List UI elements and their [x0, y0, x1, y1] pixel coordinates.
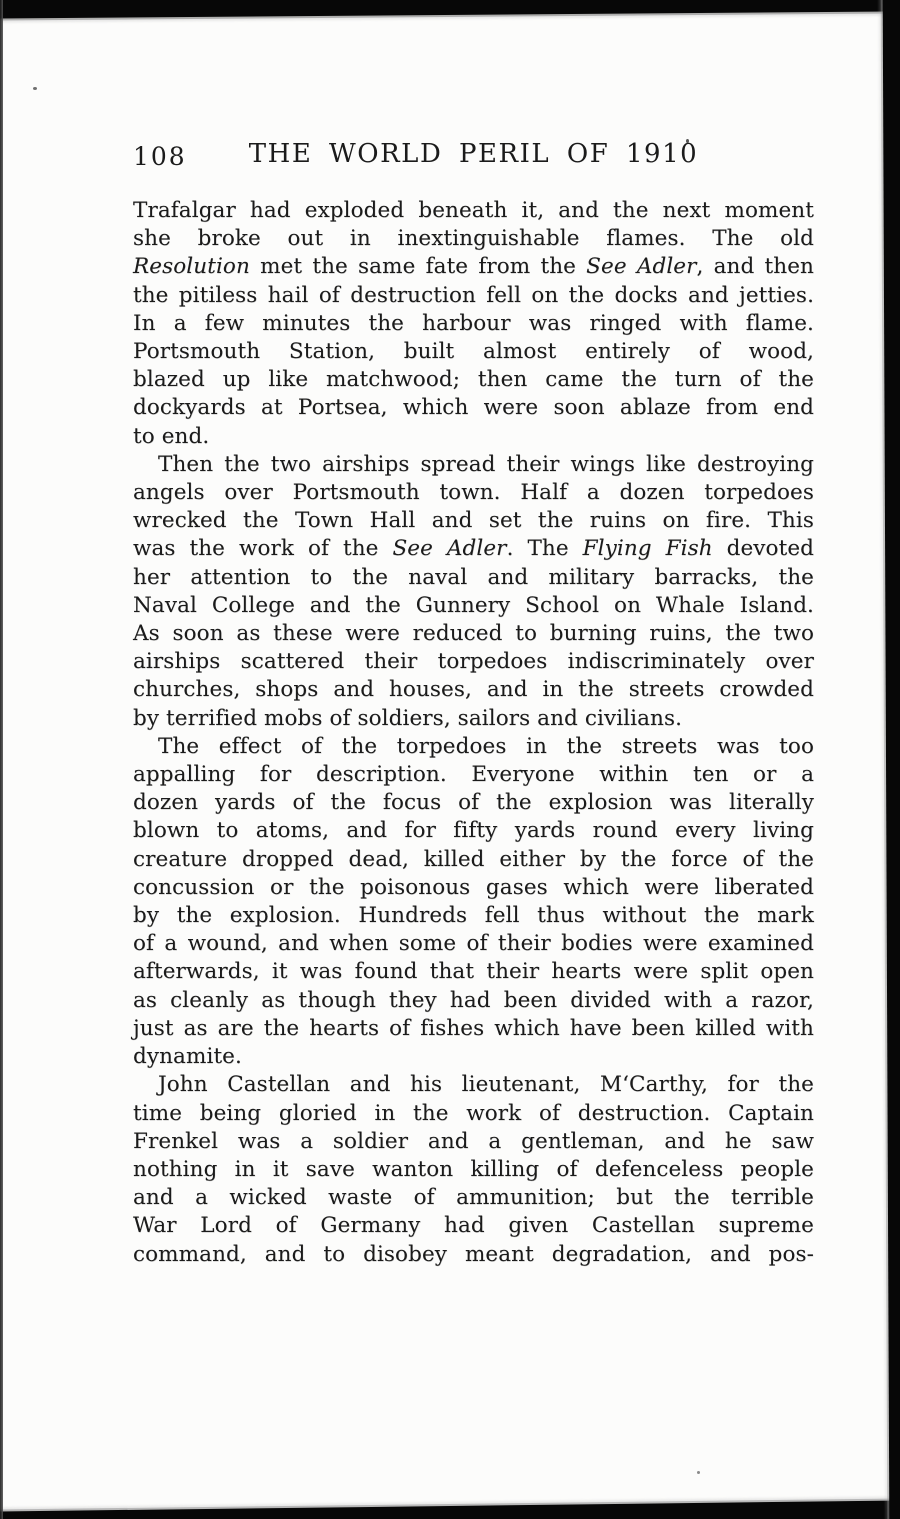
- text-segment: afterwards, it was found that their hearts were split open: [133, 959, 814, 985]
- text-line: [133, 846, 814, 874]
- page-content: [133, 139, 814, 1269]
- text-line: [133, 366, 814, 394]
- text-segment: appalling for description. Everyone within ten or a: [133, 762, 814, 788]
- text-segment: nothing in it save wanton killing of defenceless people: [133, 1156, 814, 1182]
- text-line: [133, 423, 814, 451]
- text-line: [133, 817, 814, 845]
- page-header: [133, 139, 814, 173]
- text-line: [133, 733, 814, 761]
- text-segment: angels over Portsmouth town. Half a dozen torpedoes: [133, 480, 814, 506]
- text-line: [133, 1071, 814, 1099]
- running-title: THE WORLD PERIL OF 1910: [248, 139, 699, 169]
- page-body-text: [133, 197, 814, 1269]
- italic-text: See Adler: [586, 254, 697, 280]
- text-line: [133, 1015, 814, 1043]
- text-segment: churches, shops and houses, and in the streets crowded: [133, 677, 814, 703]
- text-line: [133, 648, 814, 676]
- text-segment: her attention to the naval and military barracks, the: [133, 564, 814, 590]
- text-segment: . The: [506, 536, 583, 562]
- text-line: [133, 479, 814, 507]
- scan-border-left: [0, 0, 3, 1519]
- text-line: [133, 394, 814, 422]
- text-segment: concussion or the poisonous gases which were liberated: [133, 874, 814, 900]
- text-segment: by terrified mobs of soldiers, sailors and civilians.: [133, 705, 683, 731]
- text-segment: In a few minutes the harbour was ringed with flame.: [133, 310, 814, 336]
- text-segment: dozen yards of the focus of the explosion was literally: [133, 790, 814, 816]
- text-segment: Then the two airships spread their wings like destroying: [158, 451, 814, 477]
- text-line: [133, 676, 814, 704]
- text-line: [133, 535, 814, 563]
- text-line: [133, 789, 814, 817]
- text-segment: blazed up like matchwood; then came the turn of the: [133, 367, 814, 393]
- text-line: [133, 225, 814, 253]
- text-segment: just as are the hearts of fishes which have been killed with: [133, 1015, 814, 1041]
- text-line: [133, 1184, 814, 1212]
- text-segment: time being gloried in the work of destruction. Captain: [133, 1100, 814, 1126]
- scan-speck: [33, 87, 37, 90]
- scan-border-right: [883, 0, 900, 1519]
- text-line: [133, 338, 814, 366]
- text-line: [133, 874, 814, 902]
- text-segment: The effect of the torpedoes in the streets was too: [158, 733, 814, 759]
- text-segment: dynamite.: [133, 1044, 242, 1070]
- text-line: [133, 705, 814, 733]
- text-segment: Portsmouth Station, built almost entirely of wood,: [133, 339, 814, 365]
- text-line: [133, 930, 814, 958]
- text-line: [133, 761, 814, 789]
- text-segment: War Lord of Germany had given Castellan supreme: [133, 1213, 814, 1239]
- text-line: [133, 564, 814, 592]
- text-segment: dockyards at Portsea, which were soon ablaze from end: [133, 395, 814, 421]
- text-line: [133, 1156, 814, 1184]
- text-line: [133, 1128, 814, 1156]
- text-segment: as cleanly as though they had been divided with a razor,: [133, 987, 814, 1013]
- text-segment: blown to atoms, and for fifty yards round every living: [133, 818, 814, 844]
- text-line: [133, 1043, 814, 1071]
- text-segment: Frenkel was a soldier and a gentleman, and he saw: [133, 1128, 814, 1154]
- text-line: [133, 451, 814, 479]
- italic-text: Resolution: [133, 254, 250, 280]
- scan-border-top: [0, 0, 900, 19]
- text-segment: Naval College and the Gunnery School on Whale Island.: [133, 592, 814, 618]
- text-segment: the pitiless hail of destruction fell on the docks and jetties.: [133, 282, 814, 308]
- page-number: 108: [133, 142, 187, 171]
- text-segment: John Castellan and his lieutenant, M‘Carthy, for the: [158, 1072, 814, 1098]
- text-line: [133, 958, 814, 986]
- text-line: [133, 507, 814, 535]
- text-line: [133, 592, 814, 620]
- text-line: [133, 1100, 814, 1128]
- text-segment: by the explosion. Hundreds fell thus without the mark: [133, 903, 814, 929]
- text-segment: wrecked the Town Hall and set the ruins on fire. This: [133, 508, 814, 534]
- text-segment: was the work of the: [133, 536, 393, 562]
- text-line: [133, 253, 814, 281]
- text-line: [133, 1241, 814, 1269]
- text-segment: Trafalgar had exploded beneath it, and the next moment: [133, 198, 814, 223]
- text-segment: of a wound, and when some of their bodies were examined: [133, 931, 814, 957]
- text-line: [133, 987, 814, 1015]
- text-line: [133, 282, 814, 310]
- text-segment: command, and to disobey meant degradation, and pos-: [133, 1241, 814, 1267]
- text-line: [133, 902, 814, 930]
- text-segment: to end.: [133, 423, 210, 449]
- text-segment: airships scattered their torpedoes indiscriminately over: [133, 649, 814, 675]
- text-segment: and a wicked waste of ammunition; but the terrible: [133, 1185, 814, 1211]
- text-line: [133, 1212, 814, 1240]
- text-segment: , and then: [696, 254, 815, 280]
- text-line: [133, 310, 814, 338]
- text-segment: met the same fate from the: [249, 254, 587, 280]
- scan-speck: [697, 1471, 700, 1474]
- text-line: [133, 620, 814, 648]
- italic-text: See Adler: [392, 536, 507, 562]
- text-segment: she broke out in inextinguishable flames. The old: [133, 226, 814, 252]
- text-line: [133, 197, 814, 225]
- text-segment: devoted: [712, 536, 815, 562]
- italic-text: Flying Fish: [582, 536, 713, 562]
- text-segment: As soon as these were reduced to burning ruins, the two: [133, 621, 814, 647]
- scan-border-bottom: [0, 1500, 900, 1519]
- text-segment: creature dropped dead, killed either by the force of the: [133, 846, 814, 872]
